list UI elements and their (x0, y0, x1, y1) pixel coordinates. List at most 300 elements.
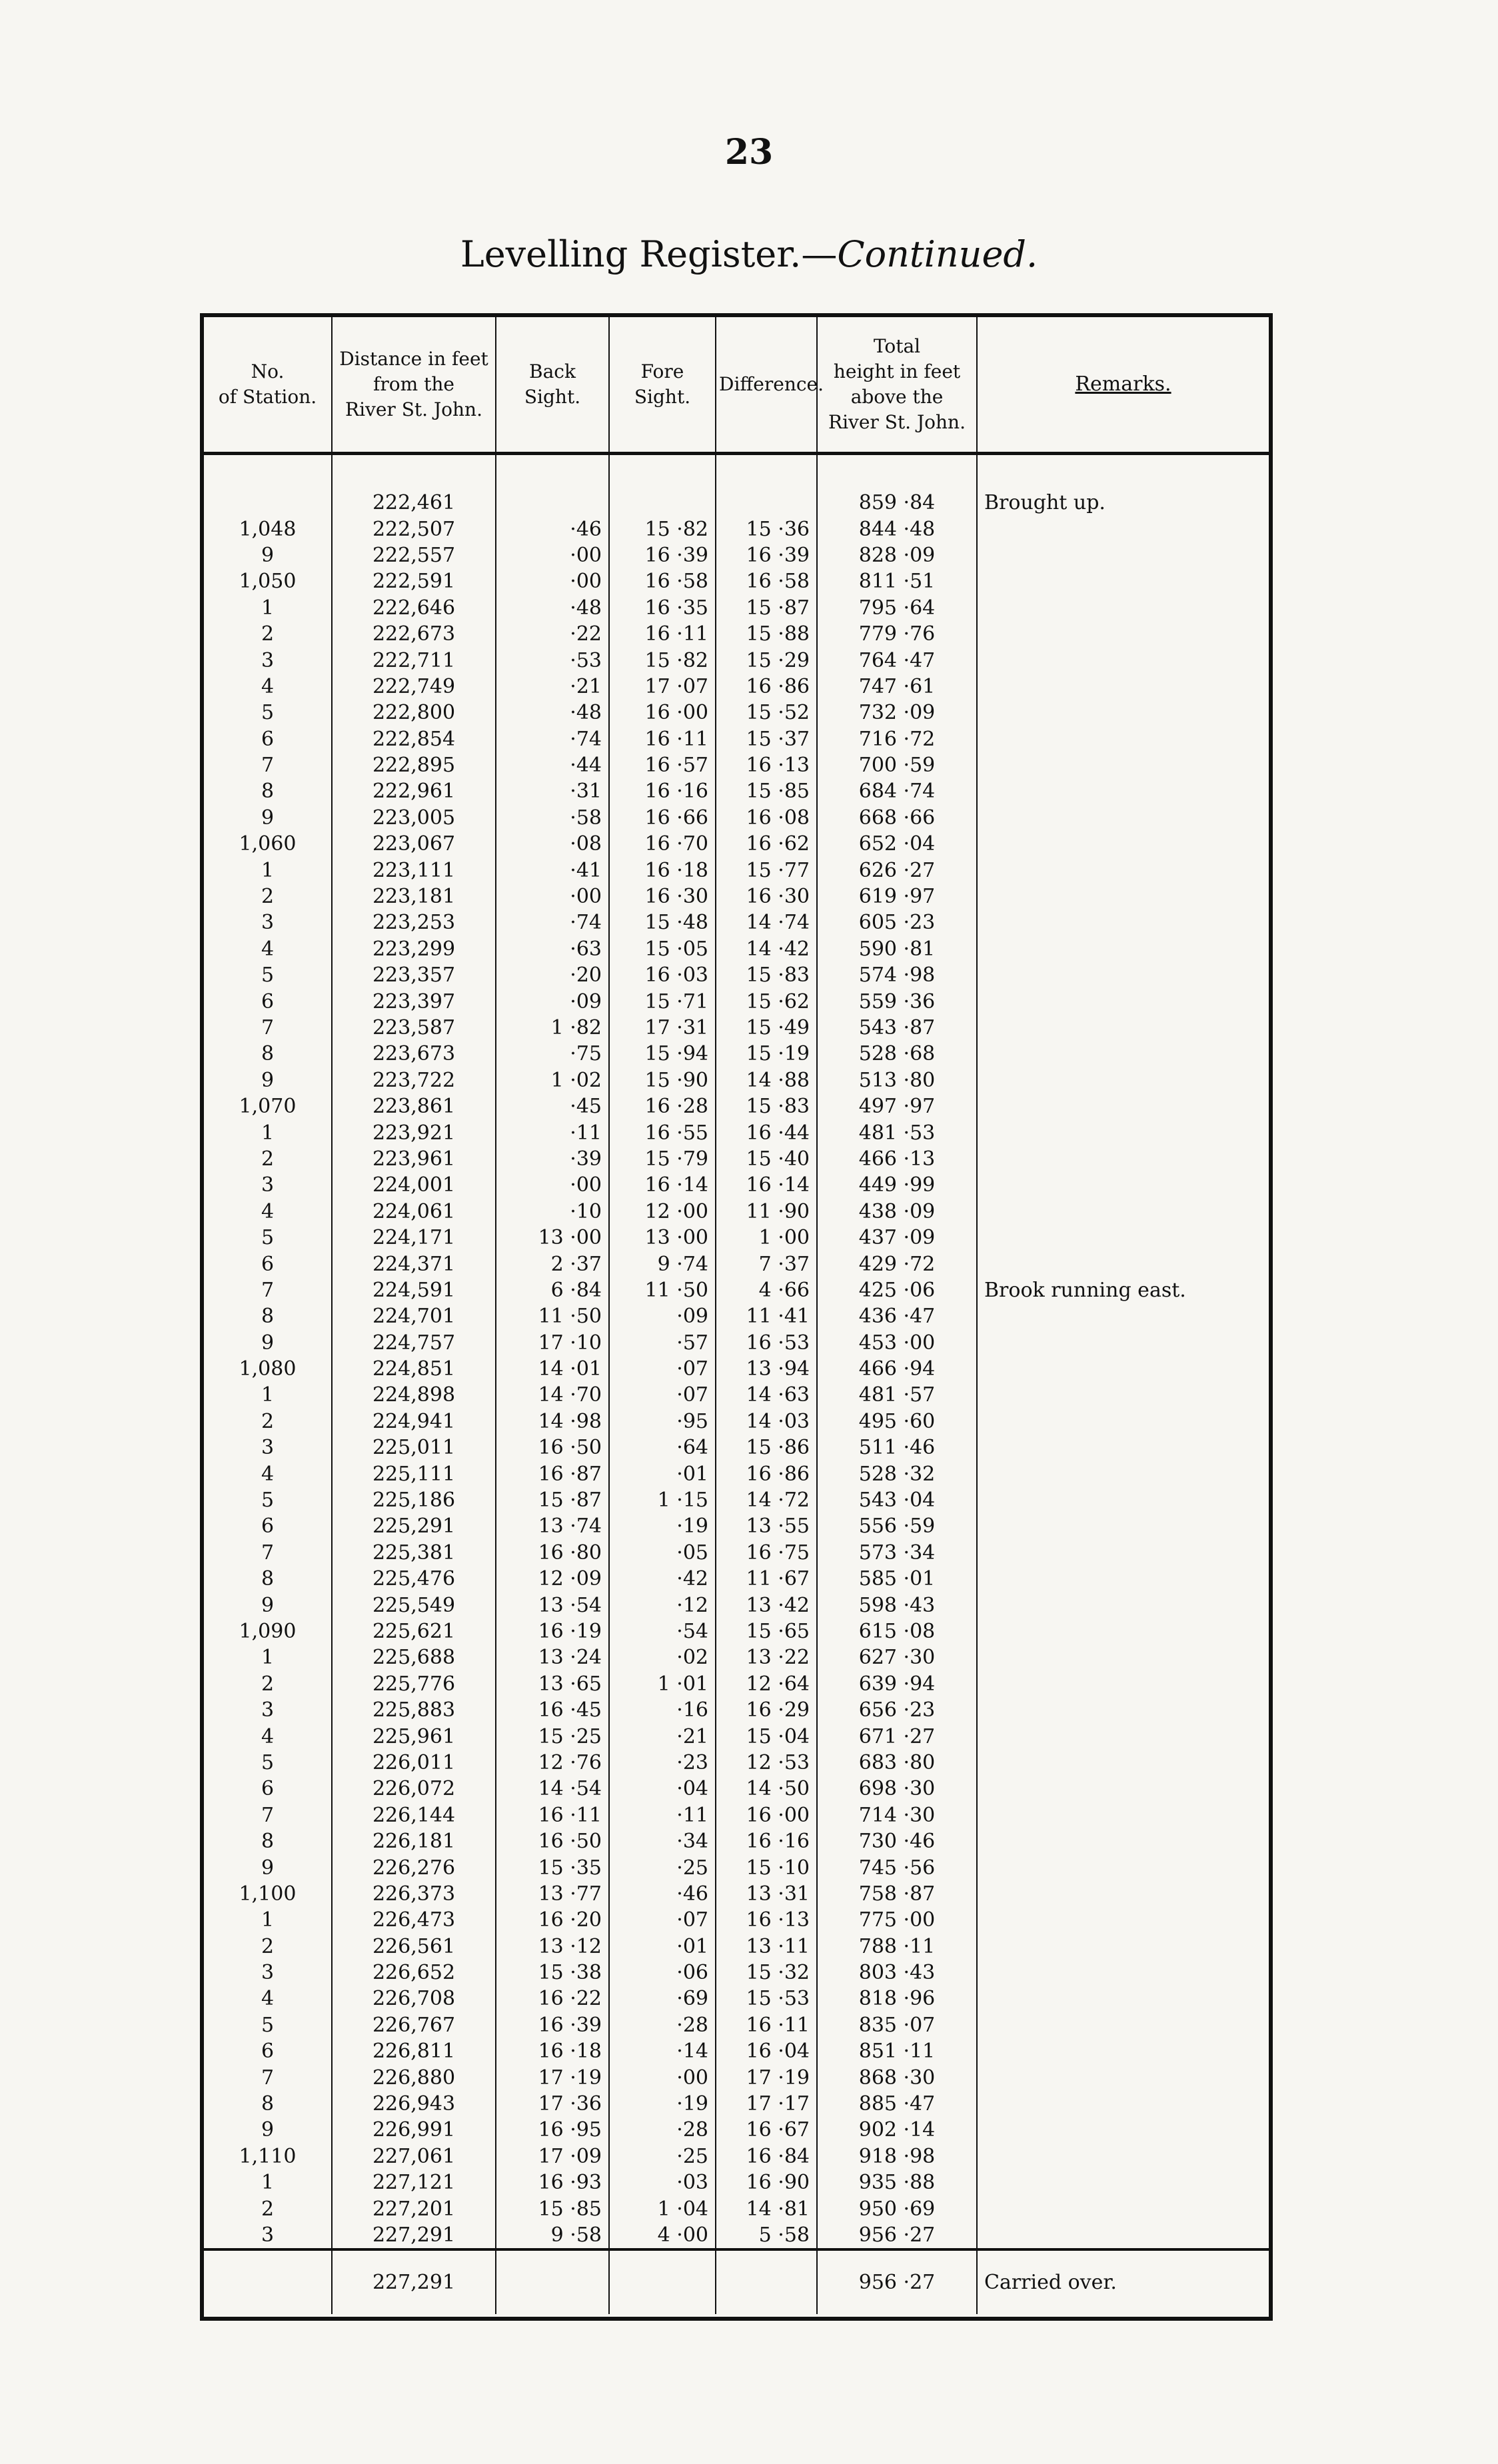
total-height-cell: 466 ·13 (817, 1146, 977, 1172)
distance-cell: 224,941 (332, 1409, 496, 1435)
fore-sight-cell: 16 ·16 (609, 778, 716, 804)
fore-sight-cell: 16 ·14 (609, 1172, 716, 1198)
total-height-cell: 619 ·97 (817, 884, 977, 910)
distance-cell: 226,011 (332, 1750, 496, 1776)
distance-cell: 225,476 (332, 1566, 496, 1592)
distance-cell: 223,253 (332, 910, 496, 935)
remarks-cell (977, 2195, 1269, 2221)
distance-cell: 223,921 (332, 1119, 496, 1145)
table-row (204, 2038, 1269, 2064)
station-number-cell: 3 (204, 647, 332, 673)
fore-sight-cell: 4 ·00 (609, 2222, 716, 2249)
distance-cell: 222,557 (332, 542, 496, 568)
remarks-cell (977, 1960, 1269, 1986)
total-height-cell: 528 ·32 (817, 1461, 977, 1487)
table-row (204, 1382, 1269, 1408)
back-sight-cell: ·44 (496, 752, 609, 778)
station-number-cell: 8 (204, 1828, 332, 1854)
back-sight-cell: 16 ·11 (496, 1802, 609, 1828)
remarks-cell (977, 595, 1269, 621)
difference-cell: 15 ·19 (716, 1041, 817, 1067)
difference-cell: 14 ·63 (716, 1382, 817, 1408)
table-row (204, 1697, 1269, 1723)
remarks-cell (977, 884, 1269, 910)
table-row (204, 2064, 1269, 2090)
table-row (204, 1330, 1269, 1356)
distance-cell: 222,961 (332, 778, 496, 804)
table-row (204, 1461, 1269, 1487)
fore-sight-cell: ·28 (609, 2117, 716, 2143)
distance-cell: 226,767 (332, 2012, 496, 2038)
fore-sight-cell: 15 ·82 (609, 516, 716, 542)
distance-cell: 226,880 (332, 2064, 496, 2090)
fore-sight-cell: ·05 (609, 1540, 716, 1566)
remarks-cell (977, 857, 1269, 883)
table-row (204, 1933, 1269, 1959)
distance-cell: 222,591 (332, 568, 496, 594)
total-height-cell: 747 ·61 (817, 674, 977, 700)
station-number-cell: 1,050 (204, 568, 332, 594)
fore-sight-cell: 16 ·66 (609, 805, 716, 831)
total-height-cell: 868 ·30 (817, 2064, 977, 2090)
back-sight-cell: ·31 (496, 778, 609, 804)
remarks-cell (977, 647, 1269, 673)
total-height-cell: 615 ·08 (817, 1618, 977, 1644)
difference-cell: 15 ·62 (716, 988, 817, 1014)
total-height-cell: 668 ·66 (817, 805, 977, 831)
total-height-cell: 528 ·68 (817, 1041, 977, 1067)
total-height-cell: 497 ·97 (817, 1093, 977, 1119)
distance-cell: 225,186 (332, 1487, 496, 1513)
fore-sight-cell: 17 ·31 (609, 1015, 716, 1041)
fore-sight-cell: ·01 (609, 1933, 716, 1959)
distance-cell: 224,757 (332, 1330, 496, 1356)
difference-cell: 17 ·17 (716, 2091, 817, 2117)
difference-cell: 15 ·40 (716, 1146, 817, 1172)
remarks-cell (977, 1330, 1269, 1356)
distance-cell: 224,591 (332, 1277, 496, 1303)
table-row (204, 1644, 1269, 1670)
difference-cell: 16 ·86 (716, 674, 817, 700)
station-number-cell: 7 (204, 2064, 332, 2090)
back-sight-cell: 14 ·01 (496, 1356, 609, 1382)
station-number-cell: 6 (204, 726, 332, 752)
back-sight-cell: 16 ·80 (496, 1540, 609, 1566)
difference-cell: 16 ·11 (716, 2012, 817, 2038)
fore-sight-cell: ·19 (609, 1513, 716, 1539)
distance-cell: 224,171 (332, 1225, 496, 1251)
back-sight-cell: 14 ·98 (496, 1409, 609, 1435)
station-number-cell: 9 (204, 1067, 332, 1093)
station-number-cell: 2 (204, 884, 332, 910)
difference-cell: 15 ·49 (716, 1015, 817, 1041)
table-row (204, 910, 1269, 935)
distance-cell: 222,749 (332, 674, 496, 700)
station-number-cell: 3 (204, 910, 332, 935)
total-height-cell: 438 ·09 (817, 1199, 977, 1225)
station-number-cell: 2 (204, 1671, 332, 1697)
table-row (204, 1119, 1269, 1145)
fore-sight-cell: 15 ·94 (609, 1041, 716, 1067)
remarks-cell (977, 1776, 1269, 1802)
back-sight-cell: 12 ·76 (496, 1750, 609, 1776)
distance-cell: 223,673 (332, 1041, 496, 1067)
total-height-cell: 730 ·46 (817, 1828, 977, 1854)
fore-sight-cell: 16 ·11 (609, 726, 716, 752)
table-row (204, 857, 1269, 883)
total-height-cell: 605 ·23 (817, 910, 977, 935)
back-sight-cell: ·08 (496, 831, 609, 857)
distance-cell: 225,621 (332, 1618, 496, 1644)
back-sight-cell: ·46 (496, 516, 609, 542)
difference-cell: 11 ·67 (716, 1566, 817, 1592)
table-row (204, 1566, 1269, 1592)
fore-sight-cell: ·25 (609, 2144, 716, 2169)
back-sight-cell: 13 ·54 (496, 1592, 609, 1618)
remarks-cell (977, 621, 1269, 647)
difference-cell: 16 ·16 (716, 1828, 817, 1854)
fore-sight-cell: 16 ·00 (609, 700, 716, 726)
remarks-cell (977, 910, 1269, 935)
table-row (204, 831, 1269, 857)
station-number-cell: 2 (204, 1933, 332, 1959)
station-number-cell: 1,100 (204, 1881, 332, 1907)
total-height-cell: 918 ·98 (817, 2144, 977, 2169)
table-row (204, 1146, 1269, 1172)
table-row (204, 2169, 1269, 2195)
back-sight-cell: 13 ·00 (496, 1225, 609, 1251)
total-height-cell: 671 ·27 (817, 1723, 977, 1749)
page-number: 23 (724, 132, 774, 173)
footer-distance: 227,291 (332, 2249, 496, 2314)
header-row (204, 317, 1269, 454)
table-row (204, 1513, 1269, 1539)
difference-cell: 15 ·32 (716, 1960, 817, 1986)
table-row (204, 1041, 1269, 1067)
back-sight-cell: 16 ·22 (496, 1986, 609, 2012)
back-sight-cell: 15 ·35 (496, 1854, 609, 1880)
total-height-cell: 779 ·76 (817, 621, 977, 647)
remarks-cell (977, 1041, 1269, 1067)
table-row (204, 1303, 1269, 1329)
distance-cell: 226,708 (332, 1986, 496, 2012)
back-sight-cell: 16 ·39 (496, 2012, 609, 2038)
difference-cell: 1 ·00 (716, 1225, 817, 1251)
station-number-cell: 9 (204, 542, 332, 568)
back-sight-cell: ·63 (496, 936, 609, 962)
difference-cell: 13 ·11 (716, 1933, 817, 1959)
back-sight-cell: 17 ·10 (496, 1330, 609, 1356)
station-number-cell: 3 (204, 1697, 332, 1723)
difference-cell: 15 ·83 (716, 1093, 817, 1119)
difference-cell: 16 ·14 (716, 1172, 817, 1198)
total-height-cell: 652 ·04 (817, 831, 977, 857)
back-sight-cell: ·75 (496, 1041, 609, 1067)
station-number-cell: 8 (204, 2091, 332, 2117)
distance-cell: 226,072 (332, 1776, 496, 1802)
back-sight-cell: 13 ·77 (496, 1881, 609, 1907)
difference-cell: 15 ·83 (716, 962, 817, 988)
fore-sight-cell: 15 ·82 (609, 647, 716, 673)
header-no: No. of Station. (204, 317, 332, 454)
back-sight-cell: 1 ·82 (496, 1015, 609, 1041)
difference-cell: 13 ·22 (716, 1644, 817, 1670)
remarks-cell (977, 1986, 1269, 2012)
table-row (204, 988, 1269, 1014)
difference-cell: 14 ·42 (716, 936, 817, 962)
remarks-cell (977, 568, 1269, 594)
difference-cell: 14 ·74 (716, 910, 817, 935)
back-sight-cell: 16 ·19 (496, 1618, 609, 1644)
remarks-cell (977, 1566, 1269, 1592)
station-number-cell: 4 (204, 1461, 332, 1487)
distance-cell: 223,587 (332, 1015, 496, 1041)
difference-cell: 16 ·84 (716, 2144, 817, 2169)
difference-cell: 14 ·50 (716, 1776, 817, 1802)
station-number-cell: 8 (204, 1566, 332, 1592)
distance-cell: 224,851 (332, 1356, 496, 1382)
table-row (204, 1277, 1269, 1303)
table-row (204, 1067, 1269, 1093)
fore-sight-cell: 15 ·05 (609, 936, 716, 962)
fore-sight-cell: 15 ·90 (609, 1067, 716, 1093)
difference-cell: 16 ·00 (716, 1802, 817, 1828)
distance-cell: 223,299 (332, 936, 496, 962)
table-row (204, 936, 1269, 962)
fore-sight-cell: 16 ·57 (609, 752, 716, 778)
distance-cell: 222,673 (332, 621, 496, 647)
difference-cell: 12 ·64 (716, 1671, 817, 1697)
distance-cell: 226,811 (332, 2038, 496, 2064)
back-sight-cell: ·09 (496, 988, 609, 1014)
total-height-cell: 481 ·57 (817, 1382, 977, 1408)
table-row (204, 621, 1269, 647)
remarks-cell (977, 1409, 1269, 1435)
table-row (204, 2195, 1269, 2221)
back-sight-cell: 15 ·85 (496, 2195, 609, 2221)
remarks-cell (977, 1146, 1269, 1172)
distance-cell: 225,111 (332, 1461, 496, 1487)
total-height-cell: 684 ·74 (817, 778, 977, 804)
difference-cell: 13 ·94 (716, 1356, 817, 1382)
back-sight-cell: 12 ·09 (496, 1566, 609, 1592)
table-row (204, 1356, 1269, 1382)
station-number-cell: 3 (204, 2222, 332, 2249)
total-height-cell: 656 ·23 (817, 1697, 977, 1723)
table-row (204, 1199, 1269, 1225)
difference-cell: 16 ·75 (716, 1540, 817, 1566)
remarks-cell (977, 1907, 1269, 1933)
fore-sight-cell: ·07 (609, 1907, 716, 1933)
footer-diff (716, 2249, 817, 2314)
station-number-cell: 4 (204, 1986, 332, 2012)
fore-sight-cell: ·03 (609, 2169, 716, 2195)
remarks-cell: Brook running east. (984, 1278, 1186, 1302)
fore-sight-cell: ·23 (609, 1750, 716, 1776)
total-height-cell: 885 ·47 (817, 2091, 977, 2117)
difference-cell: 15 ·77 (716, 857, 817, 883)
header-remarks: Remarks. (977, 317, 1269, 454)
difference-cell: 15 ·53 (716, 1986, 817, 2012)
difference-cell: 15 ·36 (716, 516, 817, 542)
header-total-height: Total height in feet above the River St. John. (817, 317, 977, 454)
table-row (204, 1172, 1269, 1198)
remarks-cell (977, 1015, 1269, 1041)
station-number-cell: 1 (204, 1644, 332, 1670)
distance-cell: 223,397 (332, 988, 496, 1014)
distance-cell: 227,201 (332, 2195, 496, 2221)
back-sight-cell: 14 ·54 (496, 1776, 609, 1802)
table-row (204, 1618, 1269, 1644)
fore-sight-cell: 16 ·11 (609, 621, 716, 647)
station-number-cell: 1,080 (204, 1356, 332, 1382)
distance-cell: 223,181 (332, 884, 496, 910)
total-height-cell: 811 ·51 (817, 568, 977, 594)
distance-cell: 223,067 (332, 831, 496, 857)
remarks-cell (977, 1435, 1269, 1461)
difference-cell: 16 ·62 (716, 831, 817, 857)
difference-cell: 15 ·29 (716, 647, 817, 673)
remarks-cell (977, 1802, 1269, 1828)
station-number-cell: 7 (204, 1015, 332, 1041)
difference-cell: 16 ·58 (716, 568, 817, 594)
distance-cell: 225,011 (332, 1435, 496, 1461)
back-sight-cell: 15 ·25 (496, 1723, 609, 1749)
station-number-cell: 8 (204, 778, 332, 804)
distance-cell: 224,898 (332, 1382, 496, 1408)
remarks-cell (977, 2091, 1269, 2117)
table-row (204, 1960, 1269, 1986)
total-height-cell: 590 ·81 (817, 936, 977, 962)
distance-cell: 223,861 (332, 1093, 496, 1119)
remarks-cell (977, 1172, 1269, 1198)
back-sight-cell: ·74 (496, 910, 609, 935)
fore-sight-cell: 16 ·70 (609, 831, 716, 857)
distance-cell: 225,961 (332, 1723, 496, 1749)
station-number-cell: 4 (204, 936, 332, 962)
difference-cell: 7 ·37 (716, 1251, 817, 1277)
table-row (204, 1251, 1269, 1277)
page-title (0, 233, 1498, 275)
difference-cell: 4 ·66 (716, 1277, 817, 1303)
total-height-cell: 453 ·00 (817, 1330, 977, 1356)
difference-cell: 12 ·53 (716, 1750, 817, 1776)
difference-cell: 5 ·58 (716, 2222, 817, 2249)
fore-sight-cell: ·02 (609, 1644, 716, 1670)
remarks-cell (977, 1828, 1269, 1854)
back-sight-cell: ·39 (496, 1146, 609, 1172)
page-title-continued: Continued. (837, 233, 1038, 275)
fore-sight-cell: 15 ·48 (609, 910, 716, 935)
difference-cell: 15 ·10 (716, 1854, 817, 1880)
distance-cell: 222,800 (332, 700, 496, 726)
station-number-cell: 8 (204, 1041, 332, 1067)
station-number-cell: 3 (204, 1435, 332, 1461)
difference-cell: 16 ·13 (716, 1907, 817, 1933)
remarks-cell (977, 1225, 1269, 1251)
carried-over-row (204, 2249, 1269, 2314)
total-height-cell: 714 ·30 (817, 1802, 977, 1828)
back-sight-cell: 14 ·70 (496, 1382, 609, 1408)
total-height-cell: 627 ·30 (817, 1644, 977, 1670)
remarks-cell (977, 1933, 1269, 1959)
distance-cell: 225,291 (332, 1513, 496, 1539)
total-height-cell: 835 ·07 (817, 2012, 977, 2038)
back-sight-cell: ·21 (496, 674, 609, 700)
fore-sight-cell: ·25 (609, 1854, 716, 1880)
back-sight-cell: ·45 (496, 1093, 609, 1119)
back-sight-cell: ·58 (496, 805, 609, 831)
station-number-cell: 1,048 (204, 516, 332, 542)
station-number-cell: 1 (204, 2169, 332, 2195)
remarks-cell (977, 1618, 1269, 1644)
station-number-cell: 1,060 (204, 831, 332, 857)
total-height-cell: 716 ·72 (817, 726, 977, 752)
difference-cell: 16 ·67 (716, 2117, 817, 2143)
remarks-cell (977, 1513, 1269, 1539)
back-sight-cell: 6 ·84 (496, 1277, 609, 1303)
difference-cell: 17 ·19 (716, 2064, 817, 2090)
table-row (204, 516, 1269, 542)
total-height-cell: 844 ·48 (817, 516, 977, 542)
fore-sight-cell: ·06 (609, 1960, 716, 1986)
station-number-cell: 7 (204, 1540, 332, 1566)
table-row (204, 1907, 1269, 1933)
back-sight-cell (496, 490, 609, 516)
total-height-cell: 956 ·27 (817, 2222, 977, 2249)
total-height-cell: 449 ·99 (817, 1172, 977, 1198)
remarks-cell (977, 2144, 1269, 2169)
levelling-register (200, 313, 1273, 2321)
total-height-cell: 775 ·00 (817, 1907, 977, 1933)
difference-cell: 14 ·81 (716, 2195, 817, 2221)
header-back-sight: Back Sight. (496, 317, 609, 454)
fore-sight-cell: ·57 (609, 1330, 716, 1356)
remarks-cell (977, 778, 1269, 804)
distance-cell: 225,549 (332, 1592, 496, 1618)
table-row (204, 1540, 1269, 1566)
station-number-cell: 5 (204, 2012, 332, 2038)
remarks-cell (977, 1119, 1269, 1145)
fore-sight-cell: ·19 (609, 2091, 716, 2117)
total-height-cell: 598 ·43 (817, 1592, 977, 1618)
fore-sight-cell: ·16 (609, 1697, 716, 1723)
table-row (204, 1776, 1269, 1802)
total-height-cell: 935 ·88 (817, 2169, 977, 2195)
difference-cell (716, 490, 817, 516)
table-row (204, 1986, 1269, 2012)
back-sight-cell: 16 ·45 (496, 1697, 609, 1723)
total-height-cell: 902 ·14 (817, 2117, 977, 2143)
table-row (204, 752, 1269, 778)
station-number-cell: 7 (204, 1802, 332, 1828)
station-number-cell: 5 (204, 962, 332, 988)
difference-cell: 15 ·04 (716, 1723, 817, 1749)
remarks-cell (977, 516, 1269, 542)
fore-sight-cell: ·00 (609, 2064, 716, 2090)
difference-cell: 16 ·30 (716, 884, 817, 910)
back-sight-cell: 15 ·87 (496, 1487, 609, 1513)
total-height-cell: 818 ·96 (817, 1986, 977, 2012)
back-sight-cell: ·48 (496, 700, 609, 726)
remarks-cell (977, 962, 1269, 988)
station-number-cell: 8 (204, 1303, 332, 1329)
station-number-cell: 5 (204, 700, 332, 726)
remarks-cell (977, 2169, 1269, 2195)
remarks-cell (977, 1303, 1269, 1329)
fore-sight-cell: 1 ·01 (609, 1671, 716, 1697)
distance-cell: 225,776 (332, 1671, 496, 1697)
